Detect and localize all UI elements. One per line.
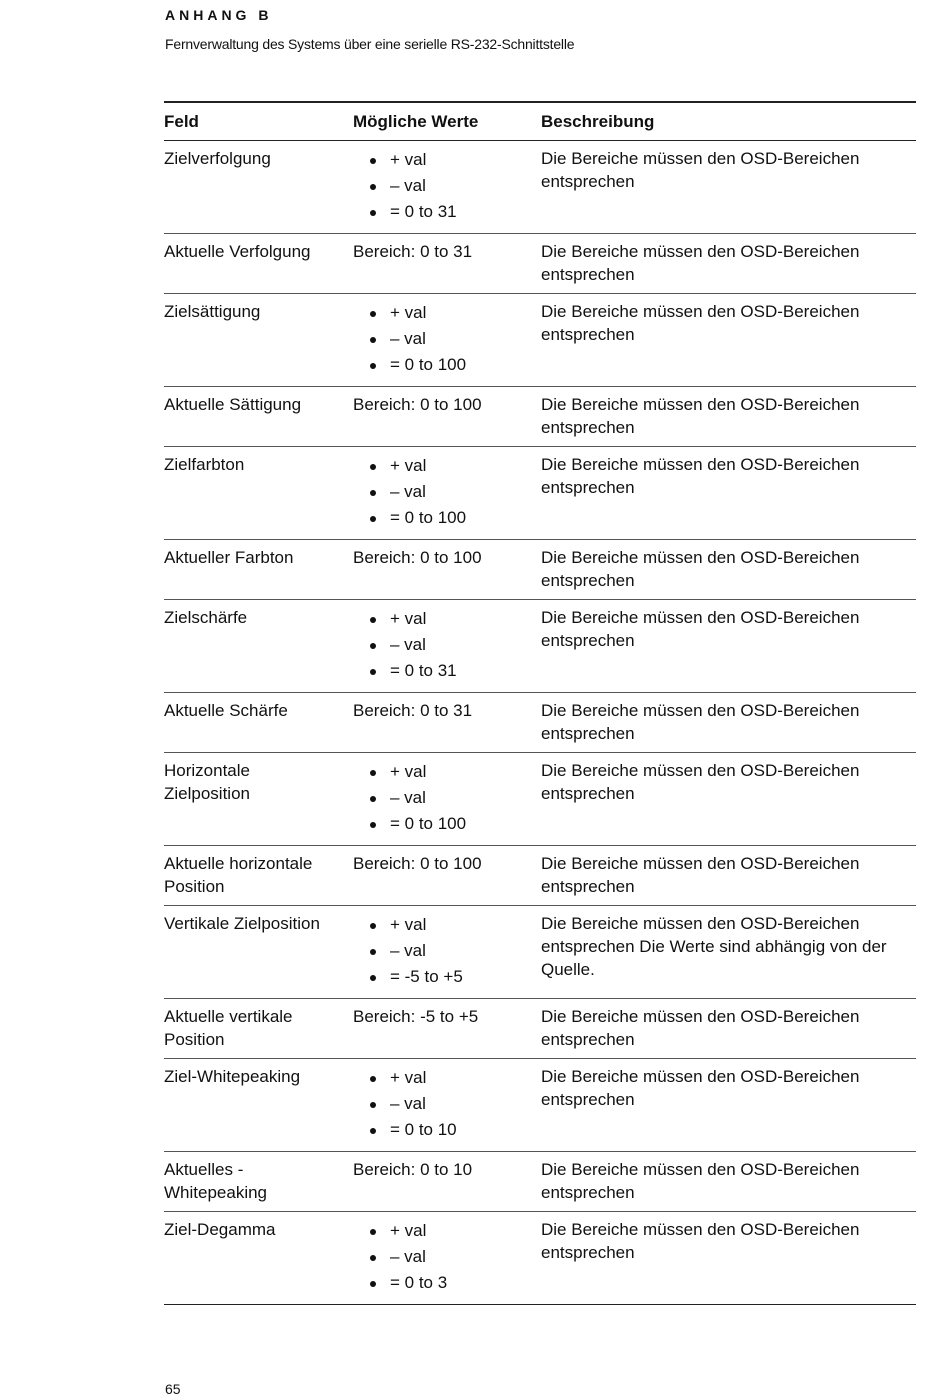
table-row (164, 693, 916, 753)
chapter-label: ANHANG B (165, 7, 273, 23)
field-name: Zielfarbton (164, 455, 245, 474)
values-list (353, 453, 527, 531)
values-list (353, 912, 527, 990)
value-item: = 0 to 100 (370, 352, 527, 378)
field-description: Die Bereiche müssen den OSD-Bereichen entsprechen (541, 302, 860, 344)
value-item: – val (370, 938, 527, 964)
table-row (164, 294, 916, 387)
table-row (164, 1212, 916, 1305)
values-list (353, 1065, 527, 1143)
field-description: Die Bereiche müssen den OSD-Bereichen entsprechen (541, 1220, 860, 1262)
field-description: Die Bereiche müssen den OSD-Bereichen entsprechen (541, 395, 860, 437)
value-range: Bereich: 0 to 31 (353, 701, 473, 720)
value-item: – val (370, 632, 527, 658)
value-item: = 0 to 100 (370, 811, 527, 837)
value-range: Bereich: 0 to 31 (353, 242, 473, 261)
value-item: = 0 to 3 (370, 1270, 527, 1296)
table-header-row (164, 102, 916, 141)
value-item: + val (370, 912, 527, 938)
field-name: Aktuelle horizontale Position (164, 854, 313, 896)
field-name: Zielschärfe (164, 608, 248, 627)
value-item: + val (370, 300, 527, 326)
field-name: Zielverfolgung (164, 149, 271, 168)
field-name: Aktuelles - Whitepeaking (164, 1160, 268, 1202)
table-row (164, 447, 916, 540)
table-row (164, 387, 916, 447)
field-name: Zielsättigung (164, 302, 261, 321)
value-item: – val (370, 1091, 527, 1117)
value-range: Bereich: 0 to 100 (353, 548, 482, 567)
field-description: Die Bereiche müssen den OSD-Bereichen entsprechen (541, 854, 860, 896)
value-item: + val (370, 759, 527, 785)
possible-values (353, 1212, 541, 1305)
possible-values (353, 600, 541, 693)
value-item: + val (370, 147, 527, 173)
table-row (164, 1059, 916, 1152)
table-row (164, 999, 916, 1059)
value-item: = 0 to 31 (370, 199, 527, 225)
values-list (353, 1218, 527, 1296)
possible-values (353, 141, 541, 234)
value-range: Bereich: 0 to 10 (353, 1160, 473, 1179)
field-description: Die Bereiche müssen den OSD-Bereichen entsprechen (541, 701, 860, 743)
field-description: Die Bereiche müssen den OSD-Bereichen entsprechen (541, 1067, 860, 1109)
possible-values (353, 753, 541, 846)
values-list (353, 759, 527, 837)
table-row (164, 141, 916, 234)
field-description: Die Bereiche müssen den OSD-Bereichen entsprechen (541, 1007, 860, 1049)
field-table (164, 101, 916, 1305)
field-name: Aktuelle Schärfe (164, 701, 288, 720)
field-description: Die Bereiche müssen den OSD-Bereichen entsprechen (541, 455, 860, 497)
field-description: Die Bereiche müssen den OSD-Bereichen entsprechen (541, 149, 860, 191)
value-item: – val (370, 479, 527, 505)
value-range: Bereich: 0 to 100 (353, 395, 482, 414)
field-name: Aktuelle Verfolgung (164, 242, 311, 261)
value-item: = 0 to 31 (370, 658, 527, 684)
field-description: Die Bereiche müssen den OSD-Bereichen entsprechen Die Werte sind abhängig von der Quelle. (541, 914, 887, 979)
header-values: Mögliche Werte (353, 112, 479, 131)
value-item: – val (370, 326, 527, 352)
possible-values (353, 447, 541, 540)
field-description: Die Bereiche müssen den OSD-Bereichen entsprechen (541, 608, 860, 650)
value-item: + val (370, 453, 527, 479)
values-list (353, 300, 527, 378)
page-number: 65 (165, 1381, 181, 1397)
value-item: + val (370, 606, 527, 632)
table-row (164, 234, 916, 294)
field-description: Die Bereiche müssen den OSD-Bereichen entsprechen (541, 548, 860, 590)
field-description: Die Bereiche müssen den OSD-Bereichen entsprechen (541, 761, 860, 803)
table-row (164, 1152, 916, 1212)
value-item: + val (370, 1065, 527, 1091)
table-row (164, 600, 916, 693)
field-name: Aktueller Farbton (164, 548, 294, 567)
value-range: Bereich: 0 to 100 (353, 854, 482, 873)
possible-values (353, 294, 541, 387)
values-list (353, 606, 527, 684)
field-name: Horizontale Zielposition (164, 761, 250, 803)
value-item: + val (370, 1218, 527, 1244)
possible-values (353, 1059, 541, 1152)
value-item: = -5 to +5 (370, 964, 527, 990)
field-name: Aktuelle Sättigung (164, 395, 302, 414)
value-item: – val (370, 1244, 527, 1270)
field-name: Ziel-Whitepeaking (164, 1067, 301, 1086)
header-field: Feld (164, 112, 199, 131)
value-item: = 0 to 100 (370, 505, 527, 531)
field-name: Ziel-Degamma (164, 1220, 276, 1239)
table-row (164, 906, 916, 999)
value-range: Bereich: -5 to +5 (353, 1007, 479, 1026)
value-item: – val (370, 785, 527, 811)
field-name: Vertikale Zielposition (164, 914, 320, 933)
field-name: Aktuelle vertikale Position (164, 1007, 293, 1049)
values-list (353, 147, 527, 225)
value-item: – val (370, 173, 527, 199)
page-subtitle: Fernverwaltung des Systems über eine serielle RS-232-Schnittstelle (165, 36, 575, 52)
header-description: Beschreibung (541, 112, 655, 131)
table-body (164, 141, 916, 1305)
possible-values (353, 906, 541, 999)
value-item: = 0 to 10 (370, 1117, 527, 1143)
table-row (164, 753, 916, 846)
table-row (164, 540, 916, 600)
table-row (164, 846, 916, 906)
field-description: Die Bereiche müssen den OSD-Bereichen entsprechen (541, 242, 860, 284)
field-description: Die Bereiche müssen den OSD-Bereichen entsprechen (541, 1160, 860, 1202)
